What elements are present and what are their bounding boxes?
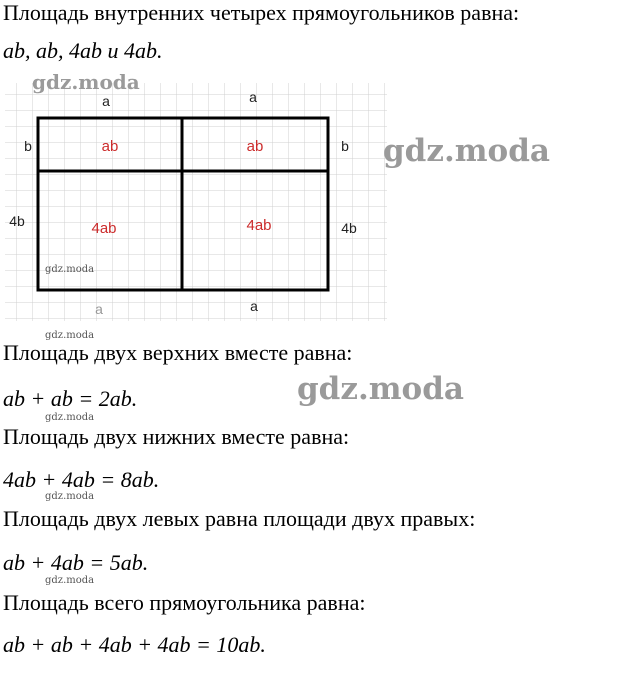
watermark-small-1: gdz.moda xyxy=(45,330,95,341)
left-heading: Площадь двух левых равна площади двух правых: xyxy=(3,506,476,531)
rectangle-figure xyxy=(0,78,395,328)
right-label-bottom: 4b xyxy=(341,220,357,236)
watermark-middle: gdz.moda xyxy=(297,371,464,407)
top-heading: Площадь двух верхних вместе равна: xyxy=(3,340,353,365)
watermark-small-2: gdz.moda xyxy=(45,412,95,423)
watermark-small-3: gdz.moda xyxy=(45,491,95,502)
top-label-left: a xyxy=(102,93,110,109)
cell-top-right: ab xyxy=(246,138,264,155)
watermark-figure-small: gdz.moda xyxy=(45,264,95,275)
bottom-equation: 4ab + 4ab = 8ab. xyxy=(3,467,160,492)
left-label-bottom: 4b xyxy=(9,213,25,229)
watermark-small-4: gdz.moda xyxy=(45,575,95,586)
top-label-right: a xyxy=(249,89,257,105)
right-label-top: b xyxy=(341,138,349,154)
cell-bottom-right: 4ab xyxy=(246,217,272,234)
left-equation: ab + 4ab = 5ab. xyxy=(3,550,149,575)
intro-line-1: Площадь внутренних четырех прямоугольников равна: xyxy=(3,0,520,25)
top-equation: ab + ab = 2ab. xyxy=(3,386,138,411)
bottom-label-left: a xyxy=(95,301,103,317)
cell-bottom-left: 4ab xyxy=(91,220,117,237)
total-heading: Площадь всего прямоугольника равна: xyxy=(3,590,366,615)
bottom-label-right: a xyxy=(250,298,258,314)
watermark-figure-right: gdz.moda xyxy=(383,133,550,169)
left-label-top: b xyxy=(24,138,32,154)
intro-line-2: ab, ab, 4ab и 4ab. xyxy=(3,38,163,63)
bottom-heading: Площадь двух нижних вместе равна: xyxy=(3,424,350,449)
watermark-top-left: gdz.moda xyxy=(32,70,140,94)
total-equation: ab + ab + 4ab + 4ab = 10ab. xyxy=(3,632,266,657)
cell-top-left: ab xyxy=(101,138,119,155)
